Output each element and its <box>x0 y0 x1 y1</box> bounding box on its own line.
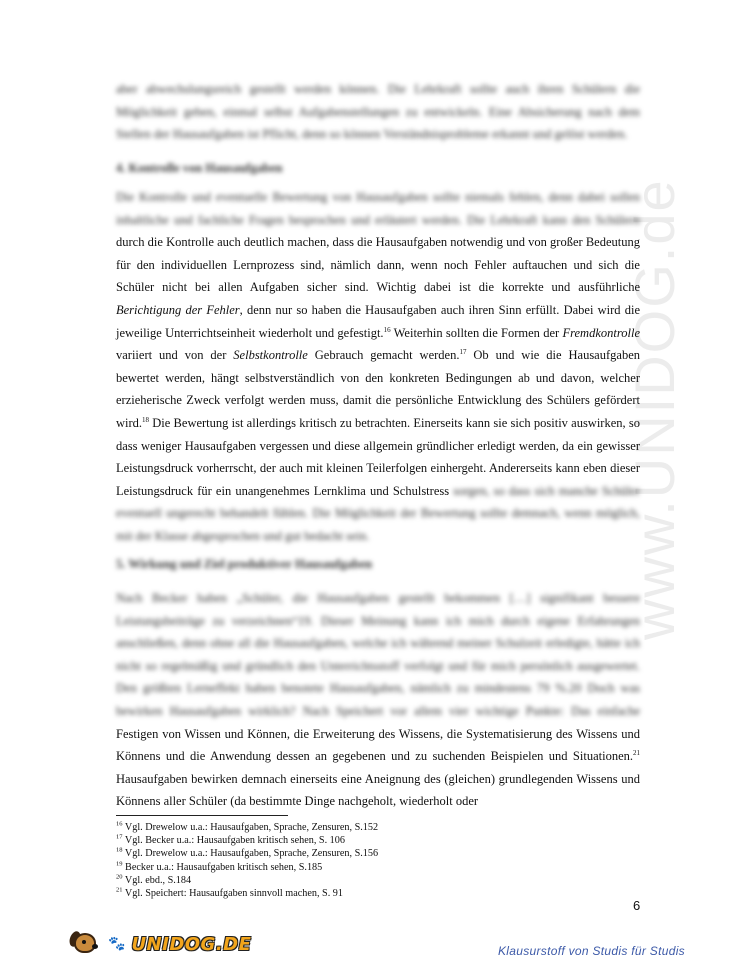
section-4-text-7: Die Bewertung ist allerdings kritisch zu betrachten. Einerseits kann sie sich positiv auswirken, so dass weniger Hausaufgaben vergessen und diese allgemein gründlicher erledigt werden, da ein gewisser Leistungsdruck vorherrscht, der auch mit kleinen Teilerfolgen einhergeht. Andererseits kann eben dieser Leistungsdruck für ein unangenehmes Lernklima und Schulstress <box>116 415 640 498</box>
section-4-text-6: Ob und wie die Hausaufgaben bewertet werden, hängt selbstverständlich von den konkreten Bedingungen ab und davon, welcher erzieherische Zweck verfolgt werden muss, damit die persönliche Entwicklung des Schülers gefördert wird. <box>116 348 640 430</box>
dog-icon <box>68 929 102 959</box>
footnote-item <box>116 834 616 847</box>
section-4-body <box>116 186 640 548</box>
section-4-text-1: durch die Kontrolle auch deutlich machen, dass die Hausaufgaben notwendig und von großer Bedeutung für den individuellen Lernprozess sind, nämlich dann, wenn noch Fehler auftauchen und sich die Schüler nicht bei allen Aufgaben sicher sind. Wichtig dabei ist die korrekte und ausführliche <box>116 235 640 295</box>
footnote-text: Vgl. Drewelow u.a.: Hausaufgaben, Sprache, Zensuren, S.156 <box>122 848 379 860</box>
footnote-text: Vgl. ebd., S.184 <box>122 874 192 886</box>
section-5-text-2: Hausaufgaben bewirken demnach einerseits eine Aneignung des (gleichen) grundlegenden Wissens und Könnens aller Schüler (da bestimmte Dinge nachgeholt, wiederholt oder <box>116 771 640 809</box>
footnote-text: Vgl. Becker u.a.: Hausaufgaben kritisch sehen, S. 106 <box>122 835 345 847</box>
footnote-ref-16: 16 <box>383 325 391 334</box>
section-4-blurred-end: sorgen, so dass sich manche Schüler eventuell ungerecht behandelt fühlen. Die Möglichkeit der Bewertung sollte demnach, wenn möglich, mit der Klasse abgesprochen und gut bedacht sein. <box>116 483 640 543</box>
footnote-item <box>116 821 616 834</box>
logo-text: UNIDOG.DE <box>131 933 252 955</box>
paw-icon: 🐾 <box>108 936 126 952</box>
footnote-number: 20 <box>116 873 123 881</box>
section-heading-4: 4. Kontrolle von Hausaufgaben <box>116 161 283 175</box>
footnote-text: Becker u.a.: Hausaufgaben kritisch sehen, S.185 <box>122 861 323 873</box>
footnote-number: 18 <box>116 847 123 855</box>
footnote-item <box>116 887 616 900</box>
section-4-emphasis-selbstkontrolle: Selbstkontrolle <box>233 348 308 363</box>
footnote-ref-17: 17 <box>459 348 467 356</box>
footnotes <box>116 821 616 900</box>
footnote-ref-18: 18 <box>142 415 150 424</box>
footnote-number: 17 <box>116 833 123 841</box>
footnote-number: 19 <box>116 860 123 868</box>
footnote-separator <box>116 815 288 816</box>
footnote-item <box>116 874 616 887</box>
section-5-blurred-start: Nach Becker haben „Schüler, die Hausaufgaben gestellt bekommen […] signifikant bessere Leistungsbeiträge zu verzeichnen“19. Dieser Meinung kann ich mich durch eigene Erfahrungen anschließen, denn ohne all die Hausaufgaben, welche ich während meiner Schulzeit erledigte, hätte ich nicht so regelmäßig und gründlich den Unterrichtsstoff verfolgt und für mich persönlich ausgewertet. Den größten Lerneffekt haben benotete Hausaufgaben, nämlich zu mindestens 79 %.20 Doch was bewirken Hausaufgaben wirklich? Nach Speichert vor allem vier wichtige Punkte: Das einfache <box>116 591 640 718</box>
section-5-text-1: Festigen von Wissen und Können, die Erweiterung des Wissens, die Systematisierung des Wissens und Könnens und die Anwendung dessen an gegebenen und zu suchenden Beispielen und Situationen. <box>116 726 640 764</box>
section-4-text-5: Gebrauch gemacht werden. <box>307 348 460 363</box>
footnote-item <box>116 861 616 874</box>
footnote-number: 21 <box>116 886 123 894</box>
footnote-ref-21: 21 <box>633 749 640 757</box>
watermark-text: www.UNIDOG.de <box>623 178 686 640</box>
footer-slogan: Klausurstoff von Studis für Studis <box>498 944 685 958</box>
section-5-body <box>116 587 640 813</box>
section-4-blurred-start: Die Kontrolle und eventuelle Bewertung von Hausaufgaben sollte niemals fehlen, denn dabei sollen inhaltliche und fachliche Fragen besprochen und erläutert werden. Die Lehrkraft kann den Schülern <box>116 190 640 227</box>
footnote-number: 16 <box>116 820 123 828</box>
footnote-text: Vgl. Drewelow u.a.: Hausaufgaben, Sprache, Zensuren, S.152 <box>122 822 379 833</box>
section-4-emphasis-berichtigung: Berichtigung der Fehler <box>116 302 240 317</box>
unidog-logo <box>68 926 251 962</box>
section-4-text-3: Weiterhin sollten die Formen der <box>390 325 563 340</box>
section-4-emphasis-fremdkontrolle: Fremdkontrolle <box>562 325 640 340</box>
section-heading-5: 5. Wirkung und Ziel produktiver Hausaufgaben <box>116 557 373 571</box>
footnote-item <box>116 847 616 860</box>
section-4-text-2: , denn nur so haben die Hausaufgaben auch ihren Sinn erfüllt. Dabei wird die jeweilige Unterrichtseinheit wiederholt und gefestigt. <box>116 302 640 340</box>
footnote-text: Vgl. Speichert: Hausaufgaben sinnvoll machen, S. 91 <box>122 888 343 900</box>
page-number: 6 <box>633 898 641 913</box>
intro-paragraph-blurred: aber abwechslungsreich gestellt werden können. Die Lehrkraft sollte auch ihren Schülern die Möglichkeit geben, einmal selbst Aufgabenstellungen zu entwickeln. Eine Absicherung nach dem Stellen der Hausaufgaben ist Pflicht, denn so können Verständnisprobleme erkannt und gelöst werden. <box>116 82 640 142</box>
section-4-text-4: variiert und von der <box>116 348 234 363</box>
